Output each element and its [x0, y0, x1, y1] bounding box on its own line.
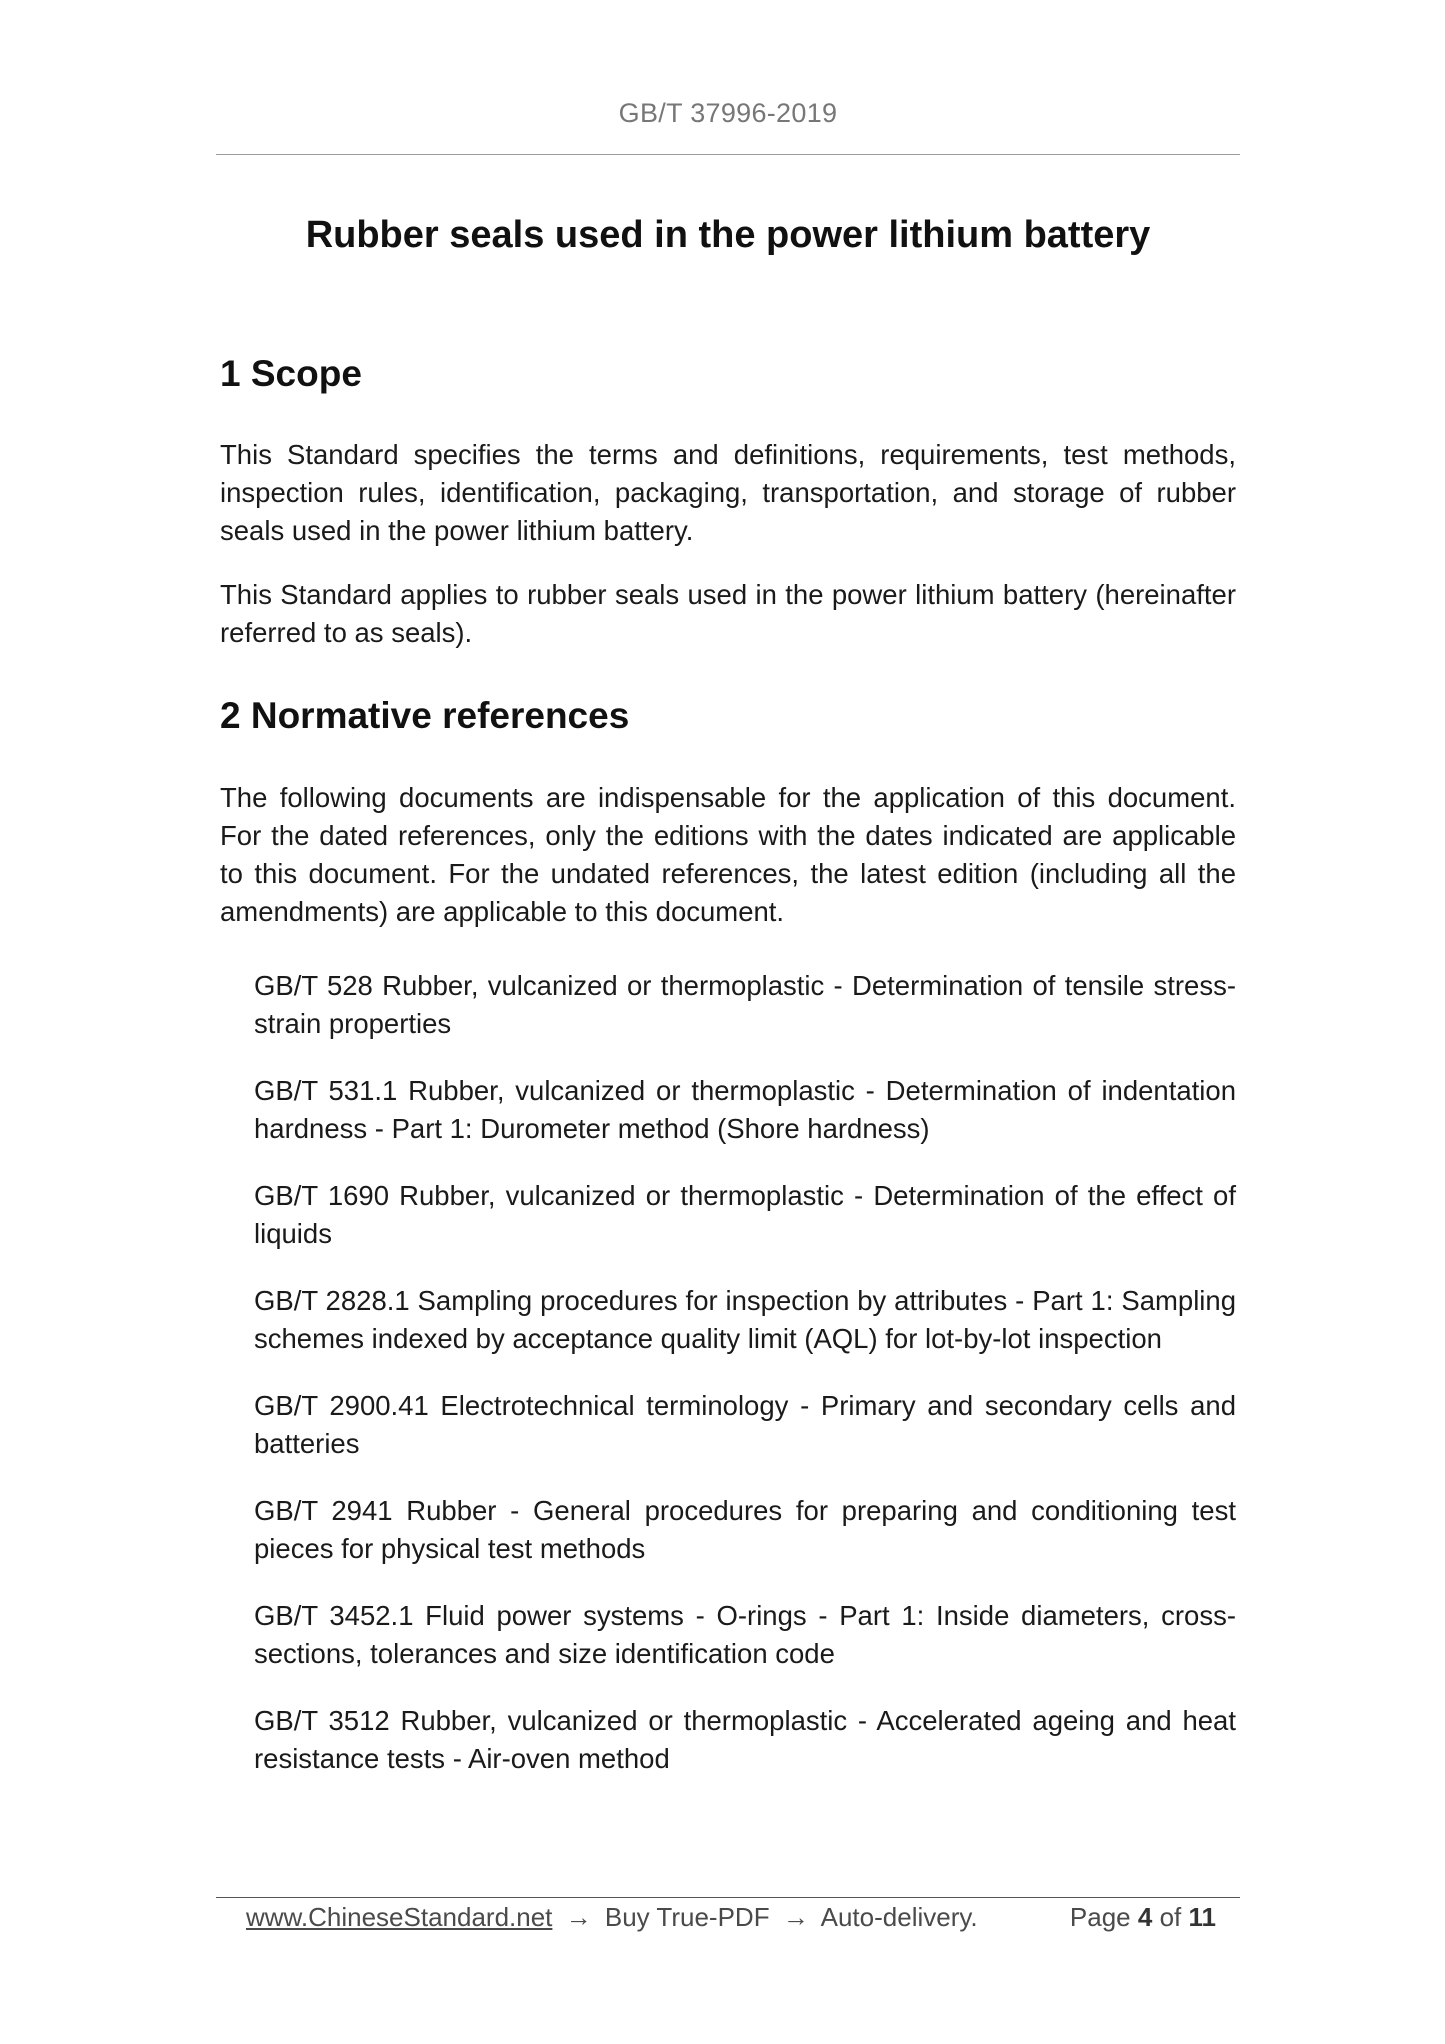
- reference-item: GB/T 1690 Rubber, vulcanized or thermoplastic - Determination of the effect of liquids: [254, 1179, 1236, 1249]
- page-current: 4: [1137, 1902, 1153, 1932]
- document-title: Rubber seals used in the power lithium battery: [305, 214, 1151, 256]
- arrow-right-icon: →: [782, 1902, 809, 1932]
- scope-heading: 1 Scope: [220, 353, 362, 394]
- section-normative-references: [220, 694, 1236, 1777]
- footer-divider: [216, 1897, 1240, 1898]
- auto-delivery-text: Auto-delivery.: [820, 1902, 978, 1932]
- page-of-label: of: [1159, 1902, 1182, 1932]
- reference-item: GB/T 2941 Rubber - General procedures for preparing and conditioning test pieces for physical test methods: [254, 1494, 1236, 1564]
- section-scope: [220, 352, 1236, 652]
- reference-item: GB/T 3452.1 Fluid power systems - O-rings - Part 1: Inside diameters, cross-sections, tolerances and size identification code: [254, 1599, 1236, 1669]
- reference-item: GB/T 2900.41 Electrotechnical terminology - Primary and secondary cells and batteries: [254, 1389, 1236, 1459]
- reference-item: GB/T 528 Rubber, vulcanized or thermoplastic - Determination of tensile stress-strain properties: [254, 969, 1236, 1039]
- arrow-right-icon: →: [565, 1902, 592, 1932]
- page-number: [1070, 1902, 1216, 1933]
- buy-pdf-text: Buy True-PDF: [604, 1902, 770, 1932]
- page-total: 11: [1188, 1902, 1216, 1932]
- page-label: Page: [1069, 1902, 1131, 1932]
- page-footer: [246, 1902, 1216, 1933]
- reference-item: GB/T 2828.1 Sampling procedures for inspection by attributes - Part 1: Sampling schemes indexed by acceptance quality limit (AQL) for lot-by-lot inspection: [254, 1284, 1236, 1354]
- normative-references-intro: The following documents are indispensable for the application of this document. For the dated references, only the editions with the dates indicated are applicable to this document. For the undated references, the latest edition (including all the amendments) are applicable to this document.: [220, 781, 1236, 927]
- normative-references-heading: 2 Normative references: [220, 695, 630, 737]
- site-link[interactable]: www.ChineseStandard.net: [246, 1902, 553, 1932]
- reference-list: [254, 967, 1236, 1778]
- page-body: [220, 340, 1236, 1807]
- reference-item: GB/T 3512 Rubber, vulcanized or thermoplastic - Accelerated ageing and heat resistance tests - Air-oven method: [254, 1704, 1236, 1774]
- scope-paragraph: This Standard specifies the terms and definitions, requirements, test methods, inspection rules, identification, packaging, transportation, and storage of rubber seals used in the power lithium battery.: [220, 439, 1236, 547]
- scope-paragraph: This Standard applies to rubber seals used in the power lithium battery (hereinafter referred to as seals).: [220, 579, 1236, 649]
- reference-item: GB/T 531.1 Rubber, vulcanized or thermoplastic - Determination of indentation hardness - Part 1: Durometer method (Shore hardness): [254, 1074, 1236, 1144]
- header-divider: [216, 154, 1240, 155]
- running-header: GB/T 37996-2019: [618, 98, 838, 128]
